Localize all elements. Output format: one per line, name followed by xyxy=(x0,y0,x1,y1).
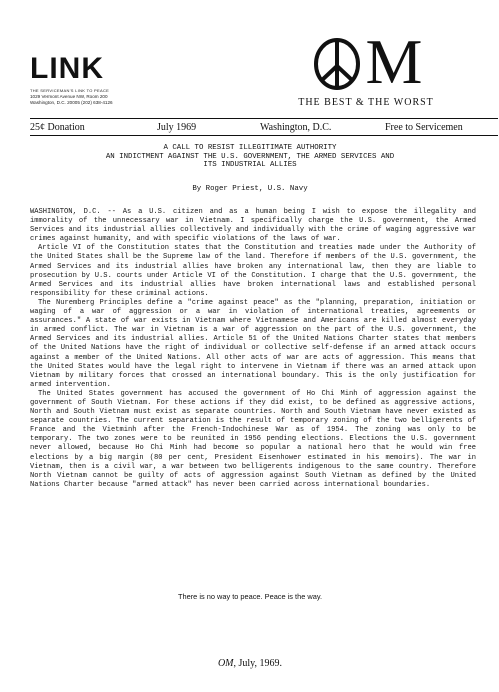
article-body xyxy=(30,208,476,490)
link-tagline: THE SERVICEMAN'S LINK TO PEACE xyxy=(30,88,110,93)
om-tagline: THE BEST & THE WORST xyxy=(298,97,434,108)
footer-date: , July, 1969. xyxy=(233,658,283,669)
closing-quote: There is no way to peace. Peace is the way. xyxy=(177,592,323,601)
price: 25¢ Donation xyxy=(30,122,85,133)
footer-publication: OM xyxy=(217,658,234,669)
paragraph-4: The United States government has accused the government of Ho Chi Minh of aggression against the government of South Vietnam. For these actions if they did exist, to be defined as aggressive actions, North and South Vietnam must exist as separate countries. North and South Vietnam have never existed as separate countries. The current separation is the result of temporary zoning of the two belligerents of France and the Vietminh after the French-Indochinese War as of 1954. The zoning was only to be temporary. The two zones were to be reunited in 1956 pending elections. Elections the U.S. government never allowed, because Ho Chi Minh had become so popular a national hero that he would win free elections by a big margin (80 per cent, President Eisenhower estimated in his memoirs). The war in Vietnam, then is a civil war, a war between two belligerents indigenous to the same country. Therefore North Vietnam cannot be guilty of acts of aggression against South Vietnam as defined by the United Nations Charter because "armed attack" has never been carried across international boundaries. xyxy=(30,389,476,489)
link-logo: LINK xyxy=(30,52,104,85)
bottom-rule xyxy=(30,135,498,136)
headline xyxy=(20,144,480,170)
paragraph-1: WASHINGTON, D.C. -- As a U.S. citizen and as a human being I wish to expose the illegality and immorality of the unnecessary war in Vietnam. I specifically charge the U.S. government, the Armed Services and its industrial allies collectively and individually with the crime of waging aggressive war crimes against humanity, and with specific violations of the laws of war. xyxy=(30,208,476,244)
free-note: Free to Servicemen xyxy=(385,122,463,133)
om-letter-m: M xyxy=(365,26,423,97)
peace-symbol-icon xyxy=(312,34,362,90)
paragraph-2: Article VI of the Constitution states that the Constitution and treaties made under the Authority of the United States shall be the Supreme law of the land. Therefore if members of the U.S. government, the Armed Services and its industrial allies have broken any international law, then they are liable to prosecution by U.S. courts under Article VI of the Constitution. I charge that the U.S. government, the Armed Services and its industrial allies have broken international laws and established personal responsibility for these criminal actions. xyxy=(30,244,476,298)
info-bar xyxy=(30,122,499,136)
location: Washington, D.C. xyxy=(260,122,332,133)
paragraph-3: The Nuremberg Principles define a "crime against peace" as the "planning, preparation, initiation or waging of a war of aggression or a war in violation of international treaties, agreements or assurances." A state of war exists in Vietnam where Vietnamese and Americans are killed almost everyday in armed conflict. The war in Vietnam is a war of aggression on the part of the U.S. government, the Armed Services and its industrial allies. Article 51 of the United Nations Charter states that members of the United Nations have the right of individual or collective self-defense if an armed attack occurs against a member of the United Nations. All other acts of war are acts of aggression. This means that the United States would have the legal right to intervene in Vietnam if there was an armed attack upon Vietnam by military forces that crossed an international boundary. This is the only justification for armed intervention. xyxy=(30,298,476,389)
headline-line-3: ITS INDUSTRIAL ALLIES xyxy=(203,161,297,169)
headline-line-1: A CALL TO RESIST ILLEGITIMATE AUTHORITY xyxy=(163,144,337,152)
footer xyxy=(20,658,480,669)
link-address-line-2: Washington, D.C. 20005 (202) 638-4126 xyxy=(30,100,113,105)
byline: By Roger Priest, U.S. Navy xyxy=(192,185,308,193)
issue-date: July 1969 xyxy=(157,122,197,133)
om-logo xyxy=(282,26,452,97)
top-rule xyxy=(30,118,498,119)
link-address-line-1: 1029 Vermont Avenue NW, Room 200 xyxy=(30,94,108,99)
headline-line-2: AN INDICTMENT AGAINST THE U.S. GOVERNMENT, THE ARMED SERVICES AND xyxy=(105,152,395,161)
link-address-block xyxy=(30,88,190,106)
